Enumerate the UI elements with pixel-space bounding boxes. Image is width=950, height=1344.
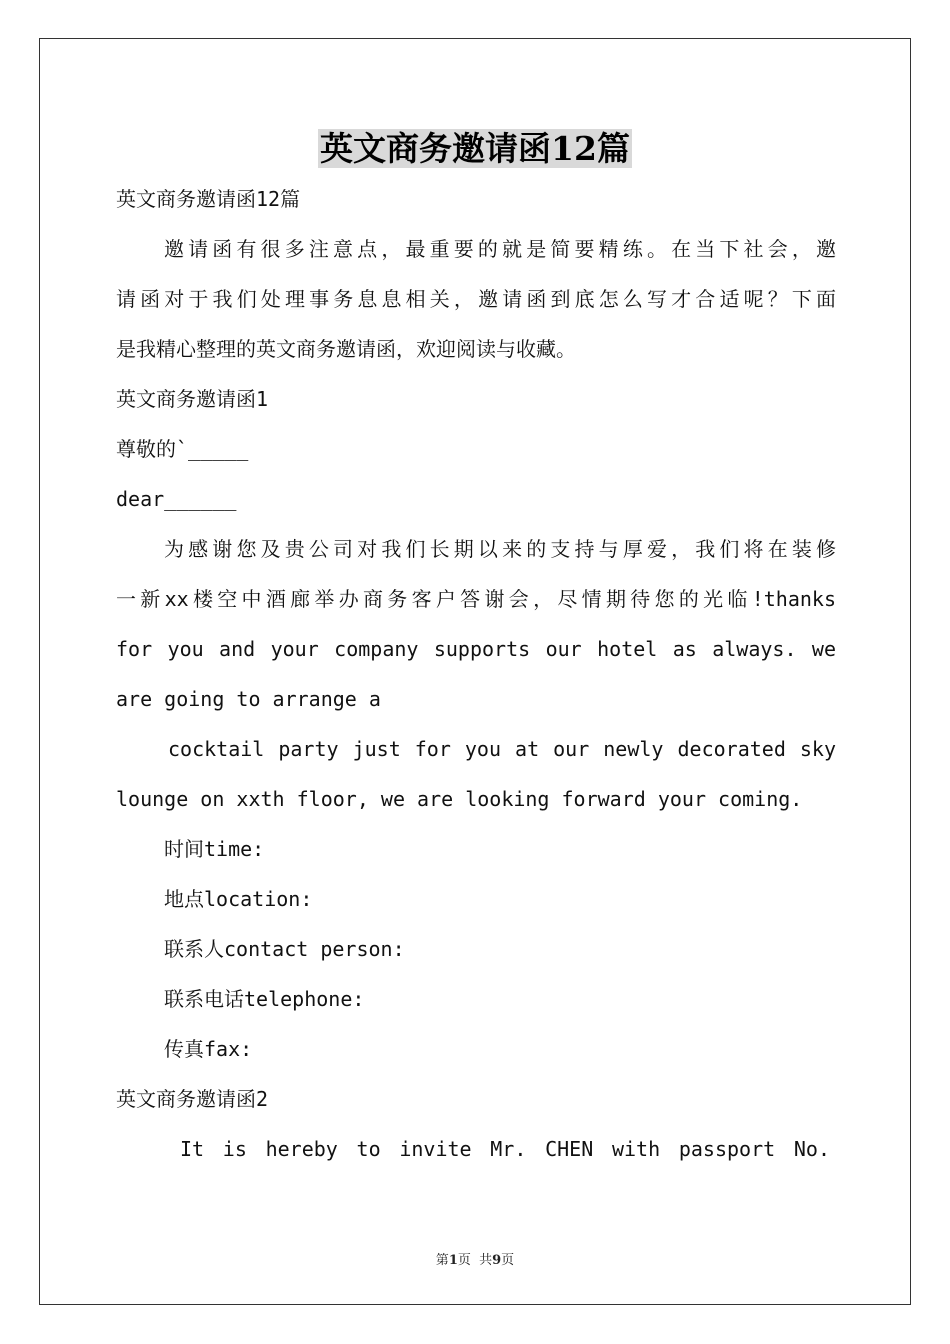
footer-prefix: 第 bbox=[435, 1253, 449, 1268]
salutation-line: 尊敬的`_____ bbox=[116, 437, 249, 461]
paragraph-line: It is hereby to invite Mr. CHEN with passport No. bbox=[180, 1137, 830, 1161]
footer-suffix: 页 bbox=[501, 1253, 515, 1268]
paragraph-line: lounge on xxth floor, we are looking forward your coming. bbox=[116, 787, 803, 811]
paragraph-line: 请函对于我们处理事务息息相关，邀请函到底怎么写才合适呢？下面 bbox=[116, 287, 836, 311]
footer-total-pages: 9 bbox=[492, 1253, 502, 1268]
detail-contact: 联系人contact person: bbox=[164, 937, 405, 961]
detail-telephone: 联系电话telephone: bbox=[164, 987, 365, 1011]
footer-page-number: 1 bbox=[448, 1253, 458, 1268]
paragraph-line: 邀请函有很多注意点，最重要的就是简要精练。在当下社会，邀 bbox=[164, 237, 836, 261]
paragraph-line: cocktail party just for you at our newly decorated sky bbox=[168, 737, 836, 761]
salutation-line: dear______ bbox=[116, 487, 237, 511]
paragraph-line: 是我精心整理的英文商务邀请函，欢迎阅读与收藏。 bbox=[116, 337, 576, 361]
document-title bbox=[0, 127, 950, 171]
subtitle-line: 英文商务邀请函12篇 bbox=[116, 187, 301, 211]
paragraph-line: 为感谢您及贵公司对我们长期以来的支持与厚爱，我们将在装修 bbox=[164, 537, 836, 561]
detail-location: 地点location: bbox=[164, 887, 313, 911]
document-title-text: 英文商务邀请函12篇 bbox=[320, 129, 630, 168]
detail-fax: 传真fax: bbox=[164, 1037, 253, 1061]
paragraph-line: for you and your company supports our hotel as always. we bbox=[116, 637, 836, 661]
detail-time: 时间time: bbox=[164, 837, 265, 861]
page-footer bbox=[0, 1249, 950, 1268]
page-border bbox=[39, 38, 911, 1305]
paragraph-line: are going to arrange a bbox=[116, 687, 381, 711]
section-heading: 英文商务邀请函2 bbox=[116, 1087, 269, 1111]
footer-middle: 页 共 bbox=[457, 1253, 493, 1268]
paragraph-line: 一新xx楼空中酒廊举办商务客户答谢会，尽情期待您的光临!thanks bbox=[116, 587, 836, 611]
section-heading: 英文商务邀请函1 bbox=[116, 387, 269, 411]
